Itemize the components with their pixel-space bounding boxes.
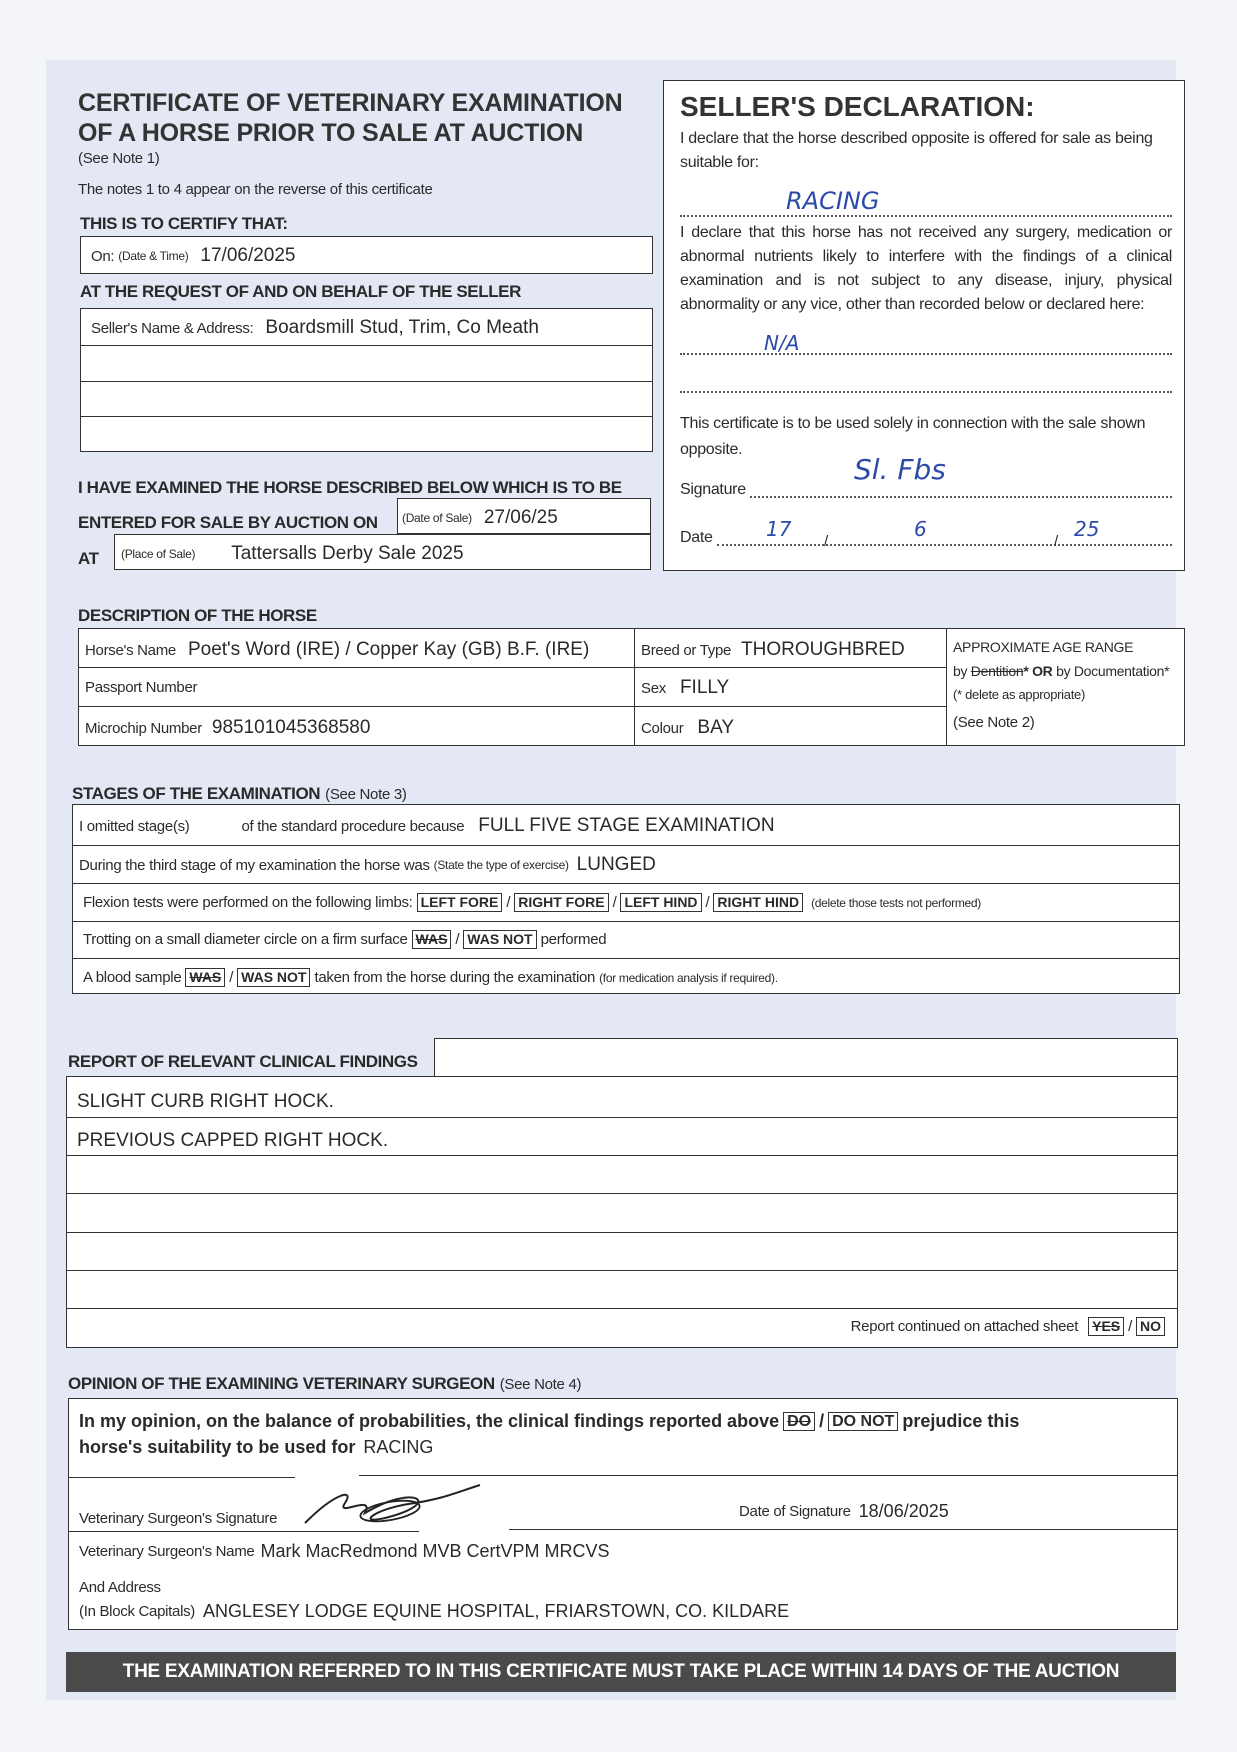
continued-no[interactable]: NO: [1136, 1317, 1165, 1336]
notes-text: The notes 1 to 4 appear on the reverse of this certificate: [78, 181, 433, 198]
date-time-value: 17/06/2025: [200, 245, 296, 266]
slash: /: [506, 894, 511, 911]
stages-heading: STAGES OF THE EXAMINATION: [72, 784, 321, 803]
divider: [946, 629, 947, 745]
vet-name-field[interactable]: [79, 1541, 610, 1562]
divider: [81, 381, 652, 382]
date-label: Date: [680, 529, 713, 546]
certificate-title-line2: OF A HORSE PRIOR TO SALE AT AUCTION: [78, 119, 584, 147]
findings-heading: REPORT OF RELEVANT CLINICAL FINDINGS: [68, 1052, 418, 1071]
slash: /: [612, 894, 617, 911]
vet-signature-label: Veterinary Surgeon's Signature: [79, 1509, 278, 1527]
passport-label: Passport Number: [85, 679, 198, 696]
horse-name-value: Poet's Word (IRE) / Copper Kay (GB) B.F. (IRE): [187, 639, 590, 660]
blood-was-not[interactable]: WAS NOT: [237, 968, 310, 987]
address-label-2: (In Block Capitals): [79, 1603, 196, 1620]
divider: [73, 845, 1179, 846]
declaration-para1: I declare that the horse described opposite is offered for sale as being suitable for:: [680, 130, 1153, 171]
breed-value: THOROUGHBRED: [741, 639, 905, 660]
suitable-for-line: [680, 215, 1172, 217]
omitted-value: FULL FIVE STAGE EXAMINATION: [478, 815, 775, 836]
flexion-left-hind[interactable]: LEFT HIND: [620, 893, 701, 912]
on-label: On:: [91, 247, 115, 265]
sex-value: FILLY: [679, 677, 730, 698]
date-month[interactable]: 6: [914, 517, 927, 541]
place-of-sale-label: (Place of Sale): [121, 547, 196, 561]
divider: [67, 1155, 1177, 1156]
date-time-label: (Date & Time): [118, 249, 189, 263]
vet-address-value: ANGLESEY LODGE EQUINE HOSPITAL, FRIARSTOWN, CO. KILDARE: [203, 1601, 790, 1621]
divider: [79, 706, 946, 707]
examined-line1: I HAVE EXAMINED THE HORSE DESCRIBED BELOW WHICH IS TO BE: [78, 478, 622, 497]
place-of-sale-value: Tattersalls Derby Sale 2025: [231, 543, 464, 564]
finding-line-1: SLIGHT CURB RIGHT HOCK.: [77, 1091, 334, 1112]
age-see-note: (See Note 2): [953, 714, 1035, 731]
blood-suffix: taken from the horse during the examination: [314, 969, 596, 986]
request-heading: AT THE REQUEST OF AND ON BEHALF OF THE SELLER: [80, 282, 522, 301]
age-delete-note: (* delete as appropriate): [953, 687, 1085, 702]
opinion-heading: OPINION OF THE EXAMINING VETERINARY SURGEON: [68, 1374, 495, 1393]
age-dentition-struck: Dentition: [970, 663, 1024, 679]
opinion-statement: In my opinion, on the balance of probabilities, the clinical findings reported above DO / DO NOT prejudice this: [79, 1411, 1020, 1431]
divider: [81, 416, 652, 417]
vet-signature-field[interactable]: [79, 1503, 485, 1533]
omitted-stages-row[interactable]: [79, 815, 775, 837]
seller-signature[interactable]: Sl. Fbs: [854, 453, 946, 486]
trotting-suffix: performed: [540, 931, 607, 948]
flexion-left-fore[interactable]: LEFT FORE: [417, 893, 503, 912]
third-stage-note: (State the type of exercise): [433, 858, 569, 872]
continued-yes-struck[interactable]: YES: [1088, 1317, 1124, 1336]
examined-line2: ENTERED FOR SALE BY AUCTION ON: [78, 513, 378, 532]
stages-table: [72, 804, 1180, 994]
seller-label: Seller's Name & Address:: [91, 319, 254, 337]
trotting-was-struck[interactable]: WAS: [412, 930, 452, 949]
at-label: AT: [78, 549, 99, 568]
address-label-1: And Address: [79, 1579, 161, 1596]
horse-name-field[interactable]: [85, 639, 589, 661]
signature-line: [750, 482, 1172, 498]
used-for-value: RACING: [363, 1437, 434, 1457]
see-note-1: (See Note 1): [78, 150, 160, 167]
opinion-text-after: prejudice this: [902, 1411, 1020, 1431]
seller-declaration-heading: SELLER'S DECLARATION:: [680, 91, 1035, 122]
divider: [73, 958, 1179, 959]
date-sep: /: [824, 533, 828, 550]
flexion-right-hind[interactable]: RIGHT HIND: [713, 893, 803, 912]
divider: [67, 1117, 1177, 1118]
slash: /: [229, 969, 234, 986]
passport-field[interactable]: [85, 679, 209, 696]
horse-name-label: Horse's Name: [85, 641, 176, 659]
slash: /: [705, 894, 710, 911]
seller-value: Boardsmill Stud, Trim, Co Meath: [265, 317, 539, 338]
colour-label: Colour: [641, 719, 684, 737]
opinion-text-before: In my opinion, on the balance of probabilities, the clinical findings reported above: [79, 1411, 780, 1431]
divider: [69, 1477, 295, 1478]
declared-line-2: [680, 391, 1172, 393]
flexion-right-fore[interactable]: RIGHT FORE: [514, 893, 608, 912]
omitted-label-2: of the standard procedure because: [241, 817, 465, 835]
breed-label: Breed or Type: [641, 641, 732, 659]
divider: [73, 883, 1179, 884]
trotting-was-not[interactable]: WAS NOT: [463, 930, 536, 949]
date-day[interactable]: 17: [766, 517, 792, 541]
divider: [67, 1308, 1177, 1309]
third-stage-value: LUNGED: [576, 854, 656, 875]
declaration-para3: This certificate is to be used solely in connection with the sale shown opposite.: [680, 415, 1146, 458]
age-by: by: [953, 663, 968, 679]
age-range-field[interactable]: [953, 635, 1169, 735]
blood-note: (for medication analysis if required).: [599, 970, 778, 985]
divider: [79, 667, 946, 668]
blood-was-struck[interactable]: WAS: [185, 968, 225, 987]
vet-name-value: Mark MacRedmond MVB CertVPM MRCVS: [260, 1541, 610, 1561]
colour-value: BAY: [697, 717, 734, 738]
certificate-title-line1: CERTIFICATE OF VETERINARY EXAMINATION: [78, 89, 623, 117]
date-of-signature-label: Date of Signature: [739, 1503, 851, 1520]
sex-field[interactable]: [641, 677, 729, 699]
date-year[interactable]: 25: [1074, 517, 1100, 541]
divider: [67, 1270, 1177, 1271]
opinion-table: [68, 1398, 1178, 1630]
opinion-do-not[interactable]: DO NOT: [828, 1412, 898, 1431]
report-continued-row: Report continued on attached sheet YES / NO: [851, 1317, 1165, 1336]
opinion-line2: [79, 1437, 433, 1458]
declaration-para2: I declare that this horse has not received any surgery, medication or abnormal nutrients likely to interfere with the findings of a clinical examination and is not subject to any disease, injury, physical abnormality or any vice, other than recorded below or declared here:: [680, 224, 1172, 313]
divider: [73, 921, 1179, 922]
findings-heading-box: [434, 1038, 1178, 1076]
vet-name-label: Veterinary Surgeon's Name: [79, 1543, 255, 1560]
divider: [69, 1531, 419, 1532]
trotting-row: [83, 930, 606, 949]
footer-banner: THE EXAMINATION REFERRED TO IN THIS CERTIFICATE MUST TAKE PLACE WITHIN 14 DAYS OF THE AUCTION: [66, 1652, 1176, 1692]
suitable-for-value[interactable]: RACING: [786, 187, 880, 215]
seller-declaration-panel: [663, 80, 1185, 571]
vet-signature-scribble: [295, 1473, 485, 1533]
microchip-value: 985101045368580: [211, 717, 371, 738]
colour-field[interactable]: [641, 717, 734, 739]
report-continued-label: Report continued on attached sheet: [850, 1318, 1079, 1335]
microchip-field[interactable]: [85, 717, 370, 739]
date-of-sale-value: 27/06/25: [483, 507, 558, 528]
divider: [634, 629, 635, 745]
blood-sample-row: [83, 968, 778, 987]
place-of-sale-field[interactable]: [114, 534, 651, 570]
description-table: [78, 628, 1185, 746]
breed-field[interactable]: [641, 639, 905, 661]
stages-note: (See Note 3): [325, 785, 407, 803]
declared-value[interactable]: N/A: [764, 331, 800, 355]
divider: [81, 345, 652, 346]
third-stage-label: During the third stage of my examination the horse was: [79, 856, 430, 874]
third-stage-row[interactable]: [79, 854, 656, 876]
finding-line-2: PREVIOUS CAPPED RIGHT HOCK.: [77, 1130, 389, 1151]
date-of-signature-value: 18/06/2025: [858, 1501, 949, 1521]
vet-address-field[interactable]: [79, 1601, 789, 1622]
opinion-do-struck[interactable]: DO: [783, 1412, 815, 1431]
blood-label: A blood sample: [83, 969, 182, 986]
divider: [67, 1193, 1177, 1194]
opinion-note: (See Note 4): [499, 1375, 582, 1393]
signature-label: Signature: [680, 481, 746, 498]
declared-line: [680, 353, 1172, 355]
sex-label: Sex: [641, 679, 666, 697]
date-of-sale-field[interactable]: [397, 498, 651, 534]
description-heading: DESCRIPTION OF THE HORSE: [78, 606, 317, 625]
divider: [67, 1232, 1177, 1233]
date-of-sale-label: (Date of Sale): [402, 511, 472, 525]
flexion-note: (delete those tests not performed): [811, 895, 981, 910]
opinion-text-line2: horse's suitability to be used for: [79, 1437, 356, 1457]
omitted-label: I omitted stage(s): [79, 817, 190, 835]
trotting-label: Trotting on a small diameter circle on a firm surface: [83, 931, 408, 948]
flexion-row: [83, 893, 981, 912]
findings-table[interactable]: [66, 1076, 1178, 1348]
slash: /: [455, 931, 460, 948]
age-documentation: by Documentation*: [1056, 663, 1170, 679]
microchip-label: Microchip Number: [85, 719, 202, 737]
flexion-label: Flexion tests were performed on the following limbs:: [83, 894, 413, 911]
age-heading: APPROXIMATE AGE RANGE: [953, 639, 1134, 655]
date-sep: /: [1054, 533, 1058, 550]
seller-address-field[interactable]: [80, 308, 653, 452]
date-of-signature-field[interactable]: [739, 1501, 949, 1522]
date-time-field[interactable]: [80, 236, 653, 274]
certify-heading: THIS IS TO CERTIFY THAT:: [80, 214, 288, 233]
age-or: * OR: [1023, 663, 1053, 679]
divider: [509, 1529, 1177, 1530]
